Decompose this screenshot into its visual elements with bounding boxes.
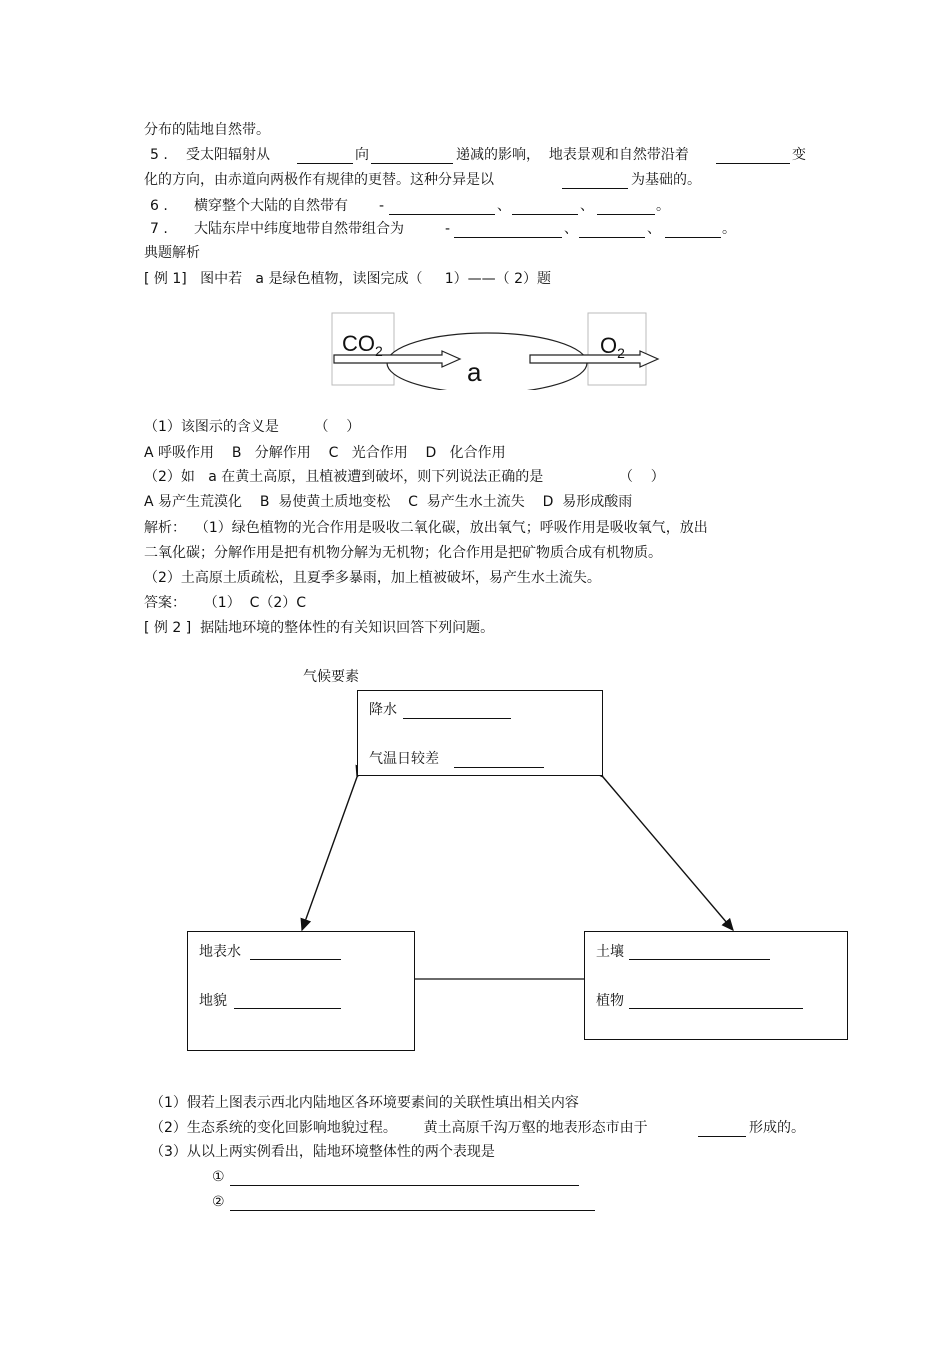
question-1: （1）假若上图表示西北内陆地区各环境要素间的关联性填出相关内容: [150, 1095, 579, 1111]
answer-marker: ①: [212, 1169, 225, 1185]
dash: -: [379, 198, 385, 214]
question-2: （2）生态系统的变化回影响地貌过程。 黄土高原千沟万壑的地表形态市由于: [150, 1120, 648, 1136]
question-text: 向: [355, 147, 369, 163]
analysis-line: 二氧化碳；分解作用是把有机物分解为无机物；化合作用是把矿物质合成有机物质。: [144, 545, 662, 561]
question-1-options: A 呼吸作用 B 分解作用 C 光合作用 D 化合作用: [144, 445, 506, 461]
analysis-line: 解析： （1）绿色植物的光合作用是吸收二氧化碳，放出氧气；呼吸作用是吸收氧气，放出: [144, 520, 708, 536]
temp-range-label: 气温日较差: [369, 751, 439, 767]
answer-line-1[interactable]: [230, 1184, 579, 1186]
question-2-end: 形成的。: [749, 1120, 805, 1136]
question-2-options: A 易产生荒漠化 B 易使黄土质地变松 C 易产生水土流失 D 易形成酸雨: [144, 494, 633, 510]
answer-blank[interactable]: [454, 766, 544, 768]
plant-label: 植物: [596, 993, 624, 1009]
co2-label: $CO_2$: [342, 331, 383, 359]
answer-blank[interactable]: [234, 1007, 341, 1009]
separator: 、: [647, 221, 661, 237]
question-text: 大陆东岸中纬度地带自然带组合为: [194, 221, 404, 237]
example-prompt: [ 例 2 ] 据陆地环境的整体性的有关知识回答下列问题。: [144, 620, 495, 636]
separator: 、: [564, 221, 578, 237]
dash: -: [445, 221, 451, 237]
o2-label: $O_2$: [600, 333, 625, 361]
answer-marker: ②: [212, 1194, 225, 1210]
answer-blank[interactable]: [629, 958, 770, 960]
question-text: 横穿整个大陆的自然带有: [194, 198, 348, 214]
answer-line: 答案： （1） C（2）C: [144, 595, 307, 611]
analysis-line: （2）土高原土质疏松，且夏季多暴雨，加上植被破坏，易产生水土流失。: [144, 570, 601, 586]
question-number: 5 .: [150, 147, 168, 163]
question-text: 化的方向，由赤道向两极作有规律的更替。这种分异是以: [144, 172, 494, 188]
surface-water-label: 地表水: [199, 944, 241, 960]
end-mark: 。: [722, 221, 736, 237]
plant-label: a: [467, 357, 482, 387]
answer-blank[interactable]: [629, 1007, 803, 1009]
question-1: （1）该图示的含义是 （ ）: [144, 419, 361, 435]
question-text: 递减的影响， 地表景观和自然带沿着: [456, 147, 689, 163]
answer-line-2[interactable]: [230, 1209, 595, 1211]
question-3: （3）从以上两实例看出，陆地环境整体性的两个表现是: [150, 1144, 495, 1160]
double-arrow-right: [603, 777, 733, 930]
answer-blank[interactable]: [698, 1135, 746, 1137]
end-mark: 。: [656, 198, 670, 214]
question-text: 受太阳辐射从: [186, 147, 270, 163]
example-prompt: [ 例 1] 图中若 a 是绿色植物，读图完成（ 1）——（ 2）题: [144, 271, 551, 287]
separator: 、: [580, 198, 594, 214]
text-line: 分布的陆地自然带。: [144, 122, 270, 138]
answer-blank[interactable]: [403, 717, 511, 719]
question-text: 变: [792, 147, 806, 163]
climate-label: 气候要素: [303, 669, 359, 685]
question-number: 6 .: [150, 198, 168, 214]
landform-label: 地貌: [199, 993, 227, 1009]
question-text: 为基础的。: [631, 172, 701, 188]
question-2: （2）如 a 在黄土高原，且植被遭到破坏，则下列说法正确的是 （ ）: [144, 469, 665, 485]
precip-label: 降水: [369, 702, 397, 718]
separator: 、: [497, 198, 511, 214]
double-arrow-left: [302, 777, 357, 930]
section-heading: 典题解析: [144, 245, 200, 261]
question-number: 7 .: [150, 221, 168, 237]
soil-label: 土壤: [596, 944, 624, 960]
answer-blank[interactable]: [250, 958, 341, 960]
